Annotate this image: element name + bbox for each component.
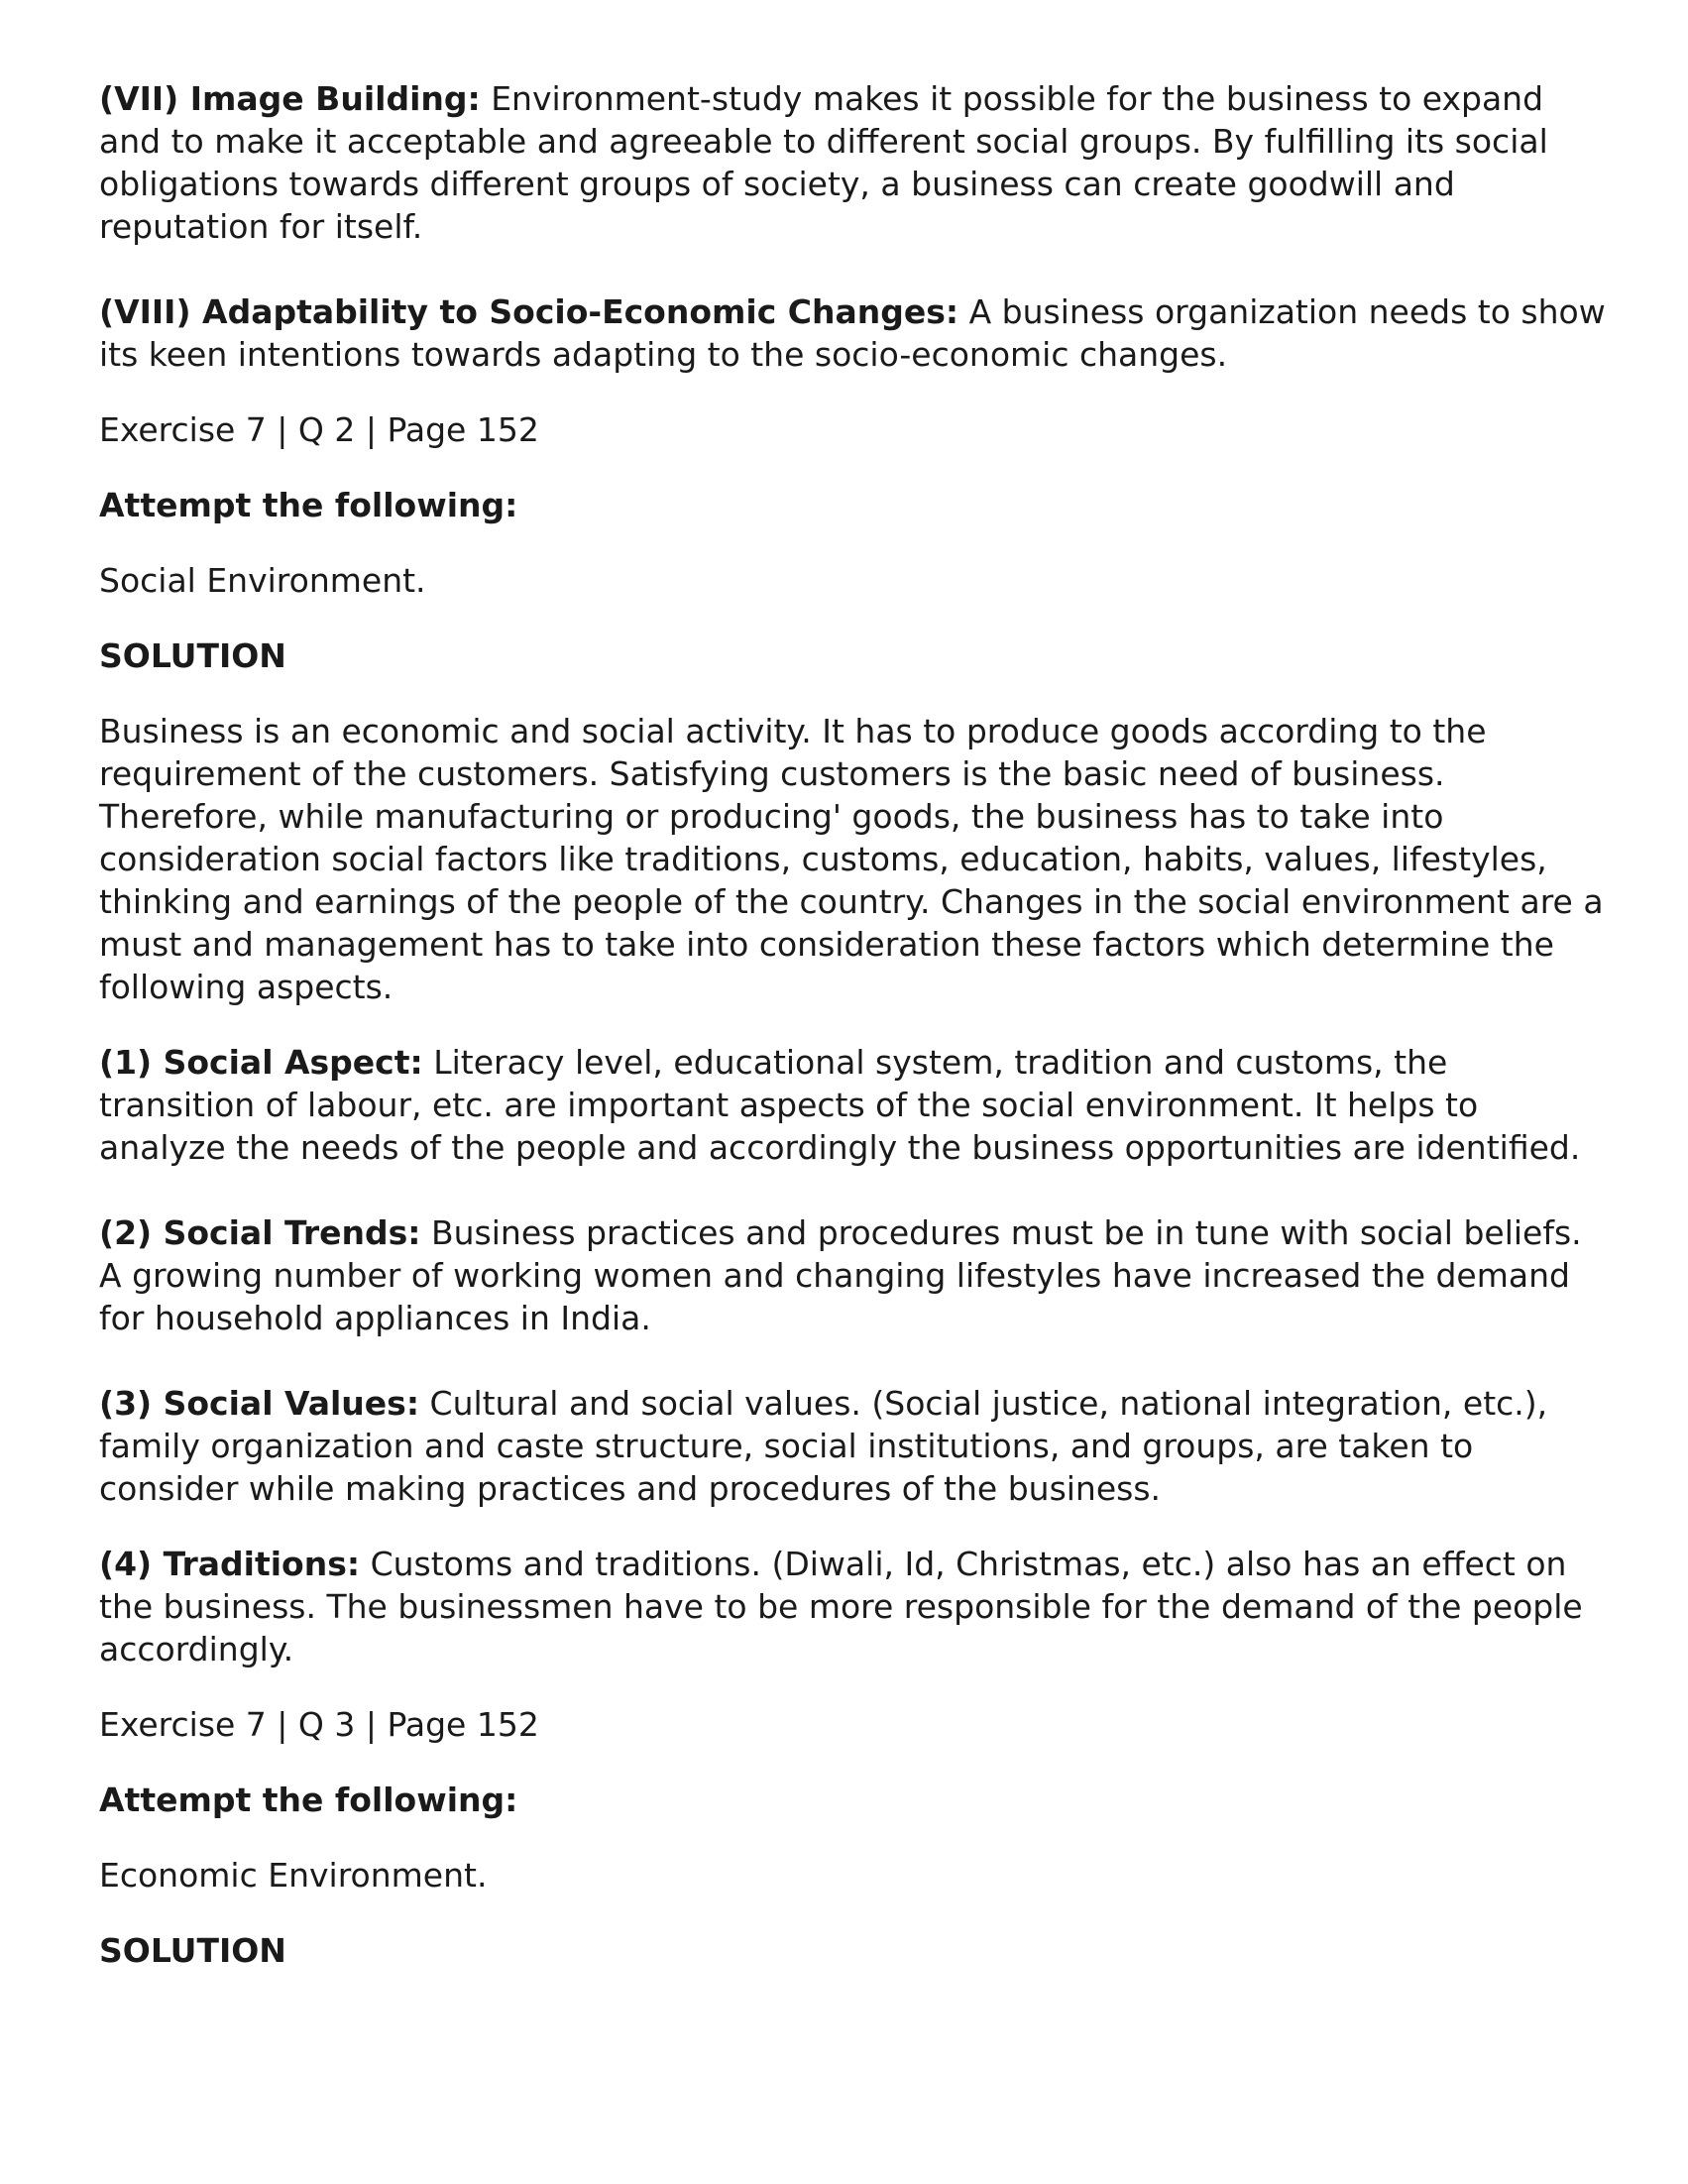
prompt-label-q2: Attempt the following: [99, 486, 518, 524]
solution-label-q2: SOLUTION [99, 636, 286, 675]
text-social-values: Cultural and social values. (Social justice, national integration, etc.), family organization and caste structure, social institutions, and groups, are taken to consider while making practices and procedures of the business. [99, 1384, 1548, 1508]
paragraph-traditions [99, 1543, 1606, 1670]
heading-traditions: (4) Traditions: [99, 1545, 361, 1583]
paragraph-social-trends [99, 1211, 1606, 1339]
heading-adaptability: (VIII) Adaptability to Socio-Economic Changes: [99, 292, 959, 331]
heading-image-building: (VII) Image Building: [99, 79, 481, 118]
paragraph-image-building [99, 77, 1606, 248]
paragraph-adaptability [99, 290, 1606, 376]
solution-heading-q3 [99, 1929, 1606, 1972]
exercise-ref-q3: Exercise 7 | Q 3 | Page 152 [99, 1705, 539, 1744]
exercise-ref-q2: Exercise 7 | Q 2 | Page 152 [99, 410, 539, 449]
paragraph-solution-intro: Business is an economic and social activity. It has to produce goods according to the requirement of the customers. Satisfying customers is the basic need of business. Therefore, while manufacturing or producing' goods, the business has to take into consideration social factors like traditions, customs, education, habits, values, lifestyles, thinking and earnings of the people of the country. Changes in the social environment are a must and management has to take into consideration these factors which determine the following aspects. [99, 712, 1604, 1006]
heading-social-values: (3) Social Values: [99, 1384, 420, 1423]
question-prompt-q3 [99, 1779, 1606, 1821]
solution-heading-q2 [99, 634, 1606, 677]
text-social-aspect: Literacy level, educational system, tradition and customs, the transition of labour, etc. are important aspects of the social environment. It helps to analyze the needs of the people and accordingly the business opportunities are identified. [99, 1043, 1581, 1167]
paragraph-social-aspect [99, 1041, 1606, 1169]
text-traditions: Customs and traditions. (Diwali, Id, Christmas, etc.) also has an effect on the business. The businessmen have to be more responsible for the demand of the people accordingly. [99, 1545, 1583, 1668]
heading-social-aspect: (1) Social Aspect: [99, 1043, 423, 1082]
text-image-building: Environment-study makes it possible for the business to expand and to make it acceptable and agreeable to different social groups. By fulfilling its social obligations towards different groups of society, a business can create goodwill and reputation for itself. [99, 79, 1548, 246]
heading-social-trends: (2) Social Trends: [99, 1213, 421, 1252]
question-topic-q3: Economic Environment. [99, 1856, 488, 1895]
prompt-label-q3: Attempt the following: [99, 1781, 518, 1819]
text-social-trends: Business practices and procedures must be in tune with social beliefs. A growing number of working women and changing lifestyles have increased the demand for household appliances in India. [99, 1213, 1582, 1337]
question-topic-q2: Social Environment. [99, 561, 426, 600]
paragraph-social-values [99, 1382, 1606, 1510]
question-prompt-q2 [99, 484, 1606, 526]
document-page [99, 77, 1606, 1972]
solution-label-q3: SOLUTION [99, 1931, 286, 1970]
text-adaptability: A business organization needs to show its keen intentions towards adapting to the socio-economic changes. [99, 292, 1606, 374]
